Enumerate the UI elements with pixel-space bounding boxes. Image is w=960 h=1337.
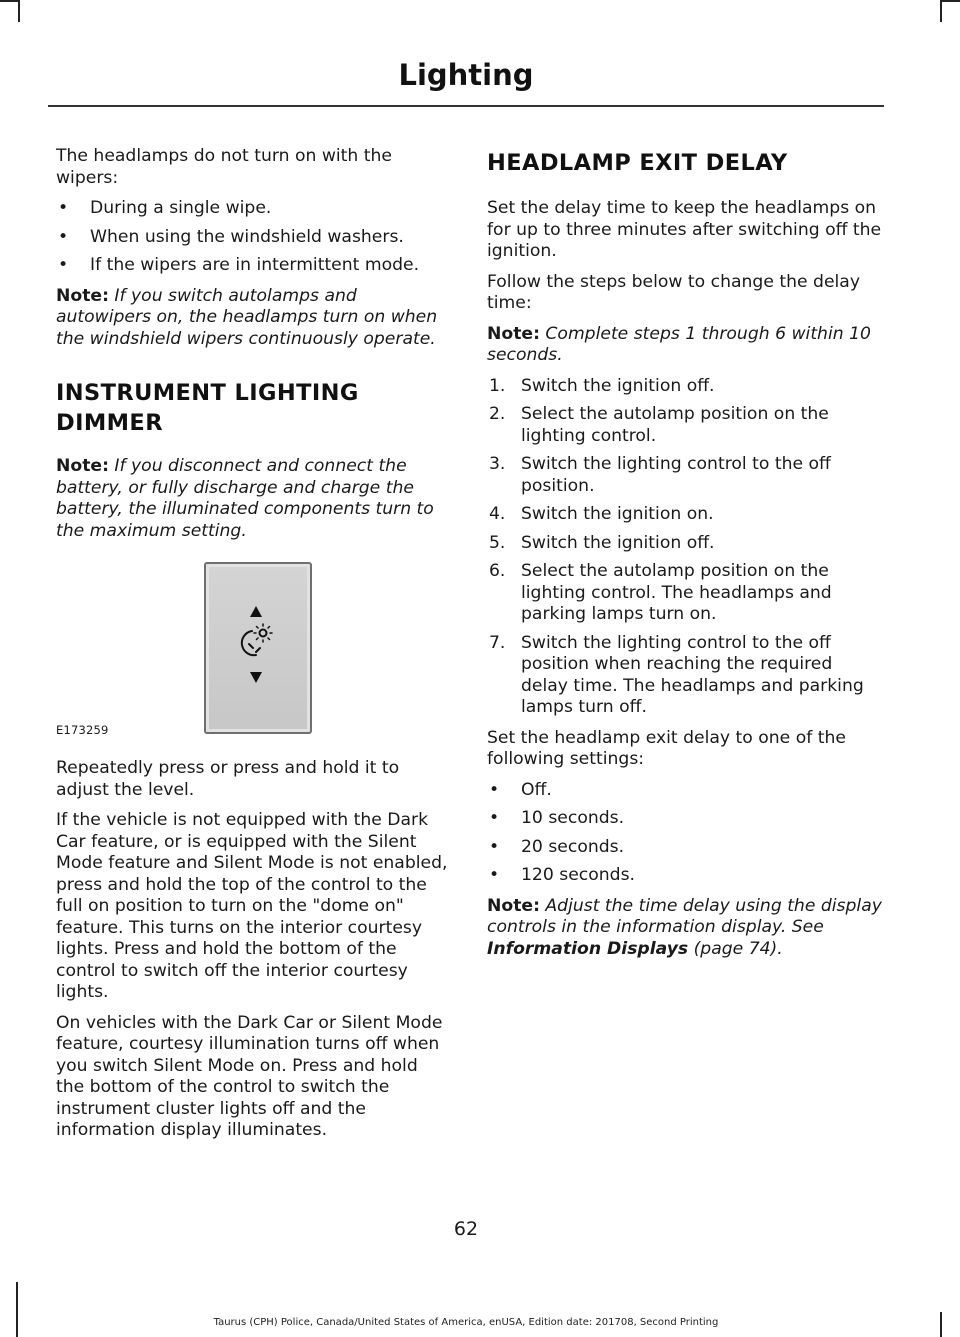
page-number: 62 — [453, 1218, 479, 1240]
delay-settings-list — [487, 780, 882, 887]
paragraph: Repeatedly press or press and hold it to adjust the level. — [56, 758, 400, 800]
list-item: • 120 seconds. — [489, 865, 635, 885]
edition-info: Taurus (CPH) Police, Canada/United States of America, enUSA, Edition date: 201708, Second Printing — [213, 1317, 719, 1328]
right-column — [487, 146, 882, 969]
delay-steps-list — [487, 376, 882, 719]
left-column — [56, 146, 448, 1151]
list-item: • 20 seconds. — [489, 836, 625, 857]
dimmer-switch-symbols — [56, 556, 448, 744]
bullet-icon: • — [489, 836, 500, 857]
paragraph: If the vehicle is not equipped with the Dark Car feature, or is equipped with the Silent Mode feature and Silent Mode is not enabled, press and hold the top of the control to the full on position to turn on the "dome on" feature. This turns on the interior courtesy lights. Press and hold the bottom of the control to switch off the interior courtesy lights. — [56, 810, 448, 1002]
paragraph: On vehicles with the Dark Car or Silent Mode feature, courtesy illumination turns off when you switch Silent Mode on. Press and hold the bottom of the control to switch the instrument cluster lights off and the information display illuminates. — [56, 1012, 443, 1140]
display-controls-note: Note: Adjust the time delay using the display controls in the information display. See Information Displays (page 74). — [487, 895, 882, 959]
bullet-icon: • — [58, 226, 69, 247]
list-item: 2. Select the autolamp position on the lighting control. — [489, 404, 829, 446]
section-heading-exit-delay: HEADLAMP EXIT DELAY — [487, 150, 788, 176]
list-item: • During a single wipe. — [58, 198, 272, 218]
crop-mark — [18, 0, 20, 22]
arrow-up-icon — [250, 606, 262, 617]
dimmer-symbol-icon — [242, 624, 272, 655]
bullet-icon: • — [58, 255, 69, 275]
figure-id: E173259 — [56, 723, 109, 737]
list-item: • Off. — [489, 779, 552, 800]
list-item: 7. Switch the lighting control to the off position when reaching the required delay time. The headlamps and parking lamps turn off. — [489, 632, 864, 717]
crop-mark — [16, 1282, 18, 1337]
crop-mark — [0, 0, 18, 2]
paragraph: Set the headlamp exit delay to one of the following settings: — [487, 727, 846, 769]
paragraph: Follow the steps below to change the delay time: — [487, 271, 861, 313]
paragraph: Set the delay time to keep the headlamps on for up to three minutes after switching off the ignition. — [487, 198, 882, 261]
list-item: 6. Select the autolamp position on the lighting control. The headlamps and parking lamps turn on. — [489, 561, 832, 624]
steps-note: Note: Complete steps 1 through 6 within 10 seconds. — [487, 323, 871, 365]
crop-mark — [940, 1312, 942, 1337]
crop-mark — [942, 0, 960, 2]
list-item: • When using the windshield washers. — [58, 226, 404, 247]
crop-mark — [940, 0, 942, 22]
bullet-icon: • — [489, 865, 500, 885]
list-item: • If the wipers are in intermittent mode. — [58, 255, 420, 275]
page-title: Lighting — [398, 58, 534, 92]
arrow-down-icon — [250, 672, 262, 683]
bullet-icon: • — [58, 198, 69, 218]
header-divider — [48, 105, 884, 107]
list-item: 3. Switch the lighting control to the off position. — [489, 454, 831, 496]
bullet-icon: • — [489, 808, 500, 828]
list-item: • 10 seconds. — [489, 808, 625, 828]
list-item: 1. Switch the ignition off. — [489, 375, 715, 396]
intro-text: The headlamps do not turn on with the wipers: — [56, 146, 392, 188]
section-heading-instrument-dimmer: INSTRUMENT LIGHTING DIMMER — [56, 380, 359, 436]
list-item: 5. Switch the ignition off. — [489, 532, 715, 553]
dimmer-switch-figure — [56, 556, 448, 744]
list-item: 4. Switch the ignition on. — [489, 504, 714, 524]
autolamps-note: Note: If you switch autolamps and autowipers on, the headlamps turn on when the windshield wipers continuously operate. — [56, 285, 438, 349]
information-displays-link[interactable]: Information Displays — [487, 938, 689, 959]
bullet-icon: • — [489, 779, 500, 800]
wiper-bullet-list — [56, 198, 448, 277]
battery-note: Note: If you disconnect and connect the battery, or fully discharge and charge the battery, the illuminated components turn to the maximum setting. — [56, 456, 434, 541]
